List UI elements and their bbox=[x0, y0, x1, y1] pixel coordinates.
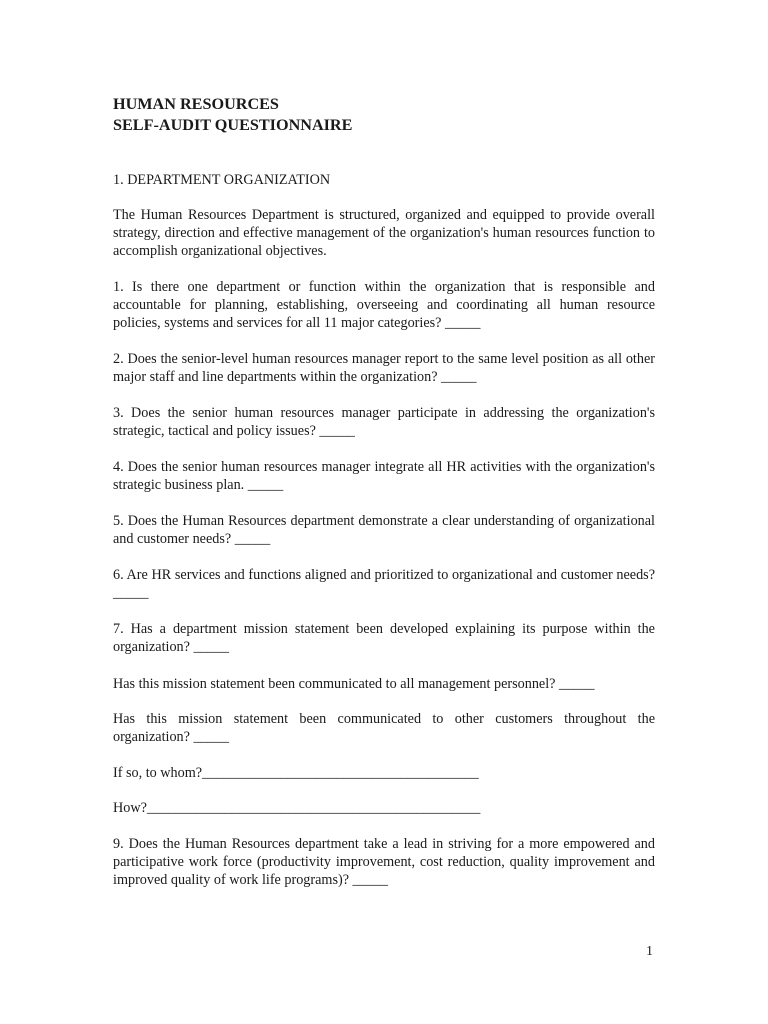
question-7-how: How?_______________________________________________ bbox=[113, 800, 481, 816]
question-7-to-whom: If so, to whom?_______________________________________ bbox=[113, 765, 479, 781]
title-line-2: SELF-AUDIT QUESTIONNAIRE bbox=[113, 116, 353, 134]
question-2: 2. Does the senior-level human resources manager report to the same level position as all other major staff and line departments within the organization? _____ bbox=[113, 351, 655, 385]
section-heading: 1. DEPARTMENT ORGANIZATION bbox=[113, 172, 331, 188]
question-5: 5. Does the Human Resources department demonstrate a clear understanding of organizational and customer needs? _____ bbox=[113, 513, 655, 547]
question-1: 1. Is there one department or function within the organization that is responsible and accountable for planning, establishing, overseeing and coordinating all human resource policies, systems and services for all 11 major categories? _____ bbox=[113, 279, 655, 331]
question-7: 7. Has a department mission statement been developed explaining its purpose within the organization? _____ bbox=[113, 621, 655, 655]
question-3: 3. Does the senior human resources manager participate in addressing the organization's strategic, tactical and policy issues? _____ bbox=[113, 405, 655, 439]
question-9: 9. Does the Human Resources department take a lead in striving for a more empowered and participative work force (productivity improvement, cost reduction, quality improvement and improved quality of work life programs)? _____ bbox=[113, 836, 655, 888]
question-6: 6. Are HR services and functions aligned and prioritized to organizational and customer needs? _____ bbox=[113, 567, 655, 601]
question-4: 4. Does the senior human resources manager integrate all HR activities with the organization's strategic business plan. _____ bbox=[113, 459, 655, 493]
document-title bbox=[113, 94, 673, 136]
page-number: 1 bbox=[646, 944, 653, 959]
intro-paragraph: The Human Resources Department is structured, organized and equipped to provide overall strategy, direction and effective management of the organization's human resources function to accomplish organizational objectives. bbox=[113, 207, 655, 259]
title-line-1: HUMAN RESOURCES bbox=[113, 95, 279, 113]
question-7-followup-customers: Has this mission statement been communicated to other customers throughout the organization? _____ bbox=[113, 711, 655, 745]
question-7-followup-management: Has this mission statement been communicated to all management personnel? _____ bbox=[113, 676, 595, 692]
